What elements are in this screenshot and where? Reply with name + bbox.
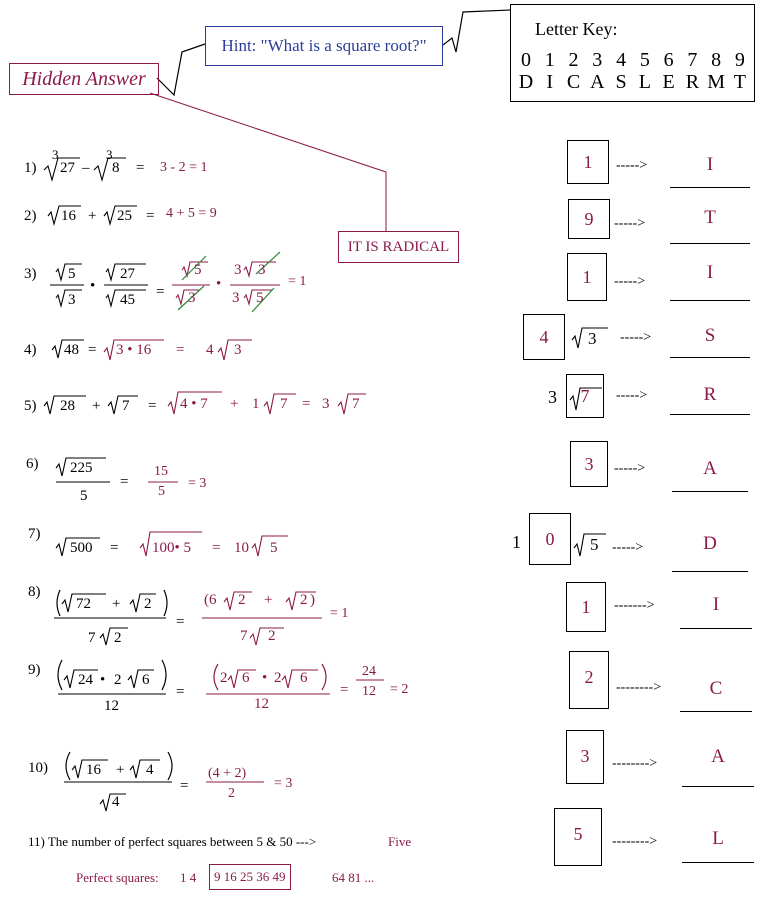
plus-sign: + xyxy=(92,398,101,414)
radicand: 4 xyxy=(146,762,154,778)
problem-1-number: 1) xyxy=(24,160,37,176)
letter-9: C xyxy=(709,678,723,699)
problem-2-work: 4 + 5 = 9 xyxy=(166,206,217,221)
key-digit: 7 xyxy=(687,49,698,71)
answer-line xyxy=(682,786,754,787)
key-letter: M xyxy=(707,71,726,93)
equals-sign: = xyxy=(148,398,157,414)
letter-7: D xyxy=(703,533,717,554)
radicand: 5 xyxy=(256,290,264,306)
radicand: 100• 5 xyxy=(152,540,192,556)
key-letter: A xyxy=(590,71,605,93)
radicand: 3 xyxy=(188,290,196,306)
key-digit: 6 xyxy=(663,49,674,71)
equals-sign: = xyxy=(136,160,145,176)
radicand: 3 xyxy=(234,342,242,358)
problem-6-work: = 3 xyxy=(188,476,207,491)
plus-sign: + xyxy=(116,762,125,778)
radicand: 4 xyxy=(112,794,120,810)
perfect-squares-boxed: 9 16 25 36 49 xyxy=(209,864,291,890)
plus-sign: + xyxy=(88,208,97,224)
equals-sign: = xyxy=(146,208,155,224)
arrow: -----> xyxy=(612,540,644,555)
denominator: 12 xyxy=(104,698,119,714)
letter-4: S xyxy=(704,325,716,346)
key-digit: 4 xyxy=(616,49,627,71)
coefficient: 3 xyxy=(234,262,242,278)
problem-2-number: 2) xyxy=(24,208,37,224)
problem-4-work: 4 xyxy=(206,342,214,358)
answer-box-11: 5 xyxy=(554,808,602,866)
radicand: 5 xyxy=(68,266,76,282)
key-letter: I xyxy=(546,71,554,93)
radicand: 72 xyxy=(76,596,91,612)
letter-11: L xyxy=(712,828,724,849)
coefficient: 2 xyxy=(114,672,122,688)
perfect-squares-post: 64 81 ... xyxy=(332,870,375,885)
letter-1: I xyxy=(706,154,714,175)
key-digit: 0 xyxy=(521,49,531,71)
answer-box-3: 1 xyxy=(567,253,607,301)
problem-3-number: 3) xyxy=(24,266,37,282)
denominator: 2 xyxy=(228,786,235,801)
radicand: 27 xyxy=(60,160,75,176)
radicand: 7 xyxy=(352,396,360,412)
radicand: 5 xyxy=(270,540,278,556)
radicand: 16 xyxy=(61,208,76,224)
cube-root-index: 3 xyxy=(106,147,113,162)
denominator: 12 xyxy=(362,684,376,699)
coefficient: 1 xyxy=(512,532,521,552)
box-radicand: 5 xyxy=(590,535,599,554)
problem-8-number: 8) xyxy=(28,584,41,600)
coefficient: 2 xyxy=(274,670,282,686)
answer-line xyxy=(682,862,754,863)
dot-operator: • xyxy=(216,276,222,292)
answer-box-6: 3 xyxy=(570,441,608,487)
numerator: 15 xyxy=(154,464,168,479)
answer-line xyxy=(670,357,750,358)
problem-10-number: 10) xyxy=(28,760,48,776)
perfect-squares-label: Perfect squares: xyxy=(76,870,159,885)
radicand: 7 xyxy=(280,396,288,412)
dot-operator: • xyxy=(100,672,106,688)
coefficient: 7 xyxy=(240,628,248,644)
key-letter: R xyxy=(685,71,700,93)
radicand: 2 xyxy=(300,592,308,608)
letter-2: T xyxy=(704,207,716,228)
letter-10: A xyxy=(711,746,725,767)
answer-box-8: 1 xyxy=(566,582,606,632)
equals-sign: = xyxy=(180,778,189,794)
answer-line xyxy=(670,300,750,301)
answer-box-4: 4 xyxy=(523,314,565,360)
radicand: 500 xyxy=(70,540,93,556)
arrow: --------> xyxy=(612,834,658,849)
answer-box-9: 2 xyxy=(569,651,609,709)
arrow: --------> xyxy=(612,756,658,771)
arrow: -----> xyxy=(616,158,648,173)
radicand: 4 • 7 xyxy=(180,396,208,412)
equals-sign: = xyxy=(176,614,185,630)
denominator: 12 xyxy=(254,696,269,712)
hint-box: Hint: "What is a square root?" xyxy=(205,26,443,66)
radicand: 2 xyxy=(238,592,246,608)
coefficient: 3 xyxy=(232,290,240,306)
problem-6-number: 6) xyxy=(26,456,39,472)
arrow: -----> xyxy=(614,461,646,476)
coefficient: 1 xyxy=(252,396,260,412)
key-digit: 8 xyxy=(711,49,722,71)
problem-1-work: 3 - 2 = 1 xyxy=(160,160,208,175)
denominator: 5 xyxy=(158,484,165,499)
equals-sign: = xyxy=(110,540,119,556)
key-digit: 9 xyxy=(734,49,745,71)
radicand: 28 xyxy=(60,398,75,414)
dot-operator: • xyxy=(90,278,96,294)
arrow: -------> xyxy=(614,598,655,613)
answer-line xyxy=(670,414,750,415)
equals-sign: = xyxy=(212,540,221,556)
equals-sign: = xyxy=(176,342,185,358)
answer-line xyxy=(670,243,750,244)
radicand: 25 xyxy=(117,208,132,224)
problem-9-number: 9) xyxy=(28,662,41,678)
perfect-squares-pre: 1 4 xyxy=(180,870,197,885)
radicand: 8 xyxy=(112,160,120,176)
key-letter: L xyxy=(638,71,651,93)
equals-sign: = xyxy=(340,682,349,698)
arrow: -----> xyxy=(620,330,652,345)
problem-11-work: Five xyxy=(388,834,412,849)
radicand: 6 xyxy=(300,670,308,686)
problem-7-number: 7) xyxy=(28,526,41,542)
radicand: 3 • 16 xyxy=(116,342,152,358)
problem-9-work: = 2 xyxy=(390,682,409,697)
radicand: 3 xyxy=(68,292,76,308)
coefficient: 3 xyxy=(548,387,557,407)
coefficient: 2 xyxy=(220,670,228,686)
radicand: 27 xyxy=(120,266,135,282)
dot-operator: • xyxy=(262,670,268,686)
numerator: 24 xyxy=(362,664,376,679)
key-letter: E xyxy=(662,71,675,93)
radicand: 7 xyxy=(122,398,130,414)
key-letter: D xyxy=(518,71,534,93)
key-digit: 2 xyxy=(568,49,579,71)
letter-8: I xyxy=(712,594,720,615)
answer-line xyxy=(680,711,752,712)
radicand: 5 xyxy=(194,262,202,278)
answer-box-2: 9 xyxy=(568,199,610,239)
key-letter: S xyxy=(615,71,627,93)
radicand: 2 xyxy=(114,630,122,646)
key-digit: 1 xyxy=(544,49,555,71)
key-digit: 5 xyxy=(639,49,650,71)
problem-8-work: = 1 xyxy=(330,606,349,621)
problem-5-number: 5) xyxy=(24,398,37,414)
radicand: 45 xyxy=(120,292,135,308)
numerator-part: (6 xyxy=(204,592,217,608)
denominator: 5 xyxy=(80,488,88,504)
equals-sign: = xyxy=(88,342,97,358)
answer-box-5: 7 xyxy=(566,374,604,418)
it-is-radical-label: IT IS RADICAL xyxy=(338,231,459,263)
coefficient: 7 xyxy=(88,630,96,646)
arrow: -----> xyxy=(614,274,646,289)
arrow: -----> xyxy=(614,216,646,231)
radicand: 6 xyxy=(142,672,150,688)
radicand: 16 xyxy=(86,762,101,778)
problem-10-work: = 3 xyxy=(274,776,293,791)
plus-sign: + xyxy=(230,396,239,412)
answer-line xyxy=(680,628,752,629)
letter-5: R xyxy=(703,384,717,405)
equals-sign: = xyxy=(120,474,129,490)
radicand: 6 xyxy=(242,670,250,686)
answer-box-7: 0 xyxy=(529,513,571,565)
problem-11-question: 11) The number of perfect squares between 5 & 50 ---> xyxy=(28,834,317,849)
radicand: 2 xyxy=(268,628,276,644)
answer-box-10: 3 xyxy=(566,730,604,784)
radicand: 2 xyxy=(144,596,152,612)
answer-box-1: 1 xyxy=(567,140,609,184)
key-letter: T xyxy=(733,71,746,93)
problem-3-work: = 1 xyxy=(288,274,307,289)
radicand: 3 xyxy=(258,262,266,278)
key-digit: 3 xyxy=(592,49,603,71)
equals-sign: = xyxy=(302,396,311,412)
plus-sign: + xyxy=(264,592,273,608)
letter-key-title: Letter Key: xyxy=(535,19,618,39)
letter-3: I xyxy=(706,262,714,283)
letter-6: A xyxy=(703,458,717,479)
equals-sign: = xyxy=(156,284,165,300)
key-letter: C xyxy=(566,71,581,93)
equals-sign: = xyxy=(176,684,185,700)
arrow: -----> xyxy=(616,388,648,403)
paren: ) xyxy=(310,592,315,608)
box-radicand: 3 xyxy=(588,329,597,348)
arrow: --------> xyxy=(616,680,662,695)
numerator: (4 + 2) xyxy=(208,766,247,781)
problem-4-number: 4) xyxy=(24,342,37,358)
problem-7-work: 10 xyxy=(234,540,249,556)
problem-5-work: 3 xyxy=(322,396,330,412)
radicand: 225 xyxy=(70,460,93,476)
minus-sign: – xyxy=(82,160,90,176)
answer-line xyxy=(670,187,750,188)
plus-sign: + xyxy=(112,596,121,612)
answer-line xyxy=(672,491,748,492)
radicand: 48 xyxy=(64,342,79,358)
hidden-answer-label: Hidden Answer xyxy=(9,63,159,95)
radicand: 24 xyxy=(78,672,93,688)
cube-root-index: 3 xyxy=(52,147,59,162)
answer-line xyxy=(672,571,748,572)
